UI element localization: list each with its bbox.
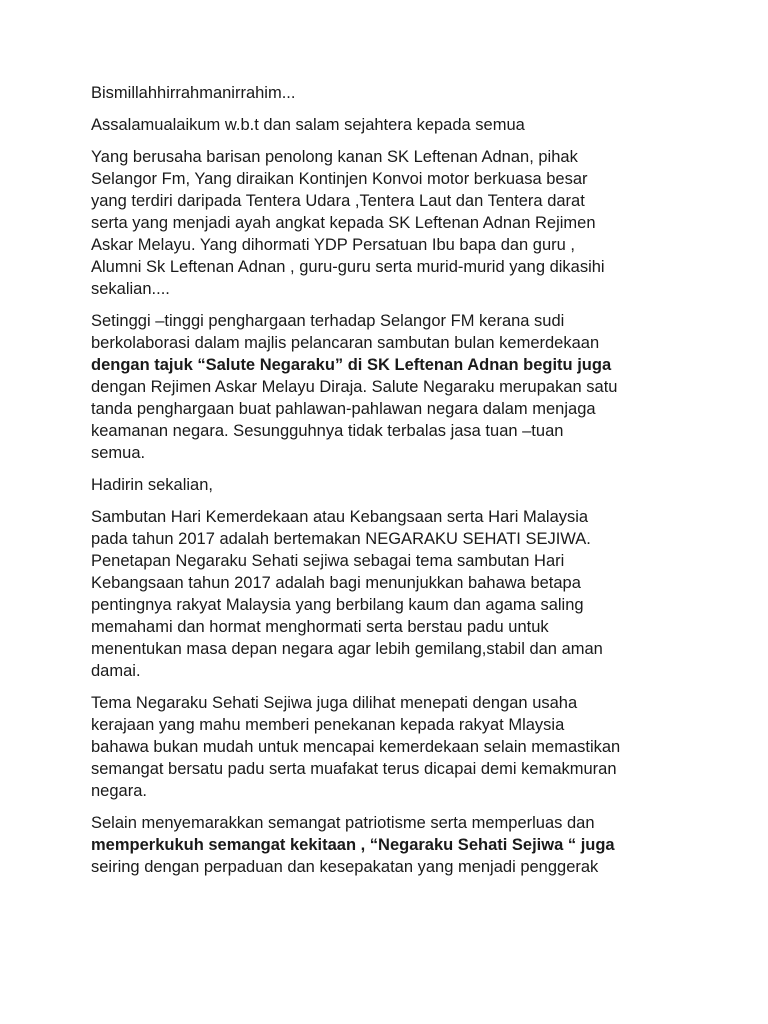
text-line: Assalamualaikum w.b.t dan salam sejahtera kepada semua: [91, 116, 525, 134]
paragraph: [91, 114, 691, 136]
paragraph: [91, 474, 691, 496]
text-line: Yang berusaha barisan penolong kanan SK Leftenan Adnan, pihak: [91, 148, 578, 166]
text-line: sekalian....: [91, 280, 170, 298]
text-line: Selangor Fm, Yang diraikan Kontinjen Konvoi motor berkuasa besar: [91, 170, 588, 188]
text-line: serta yang menjadi ayah angkat kepada SK Leftenan Adnan Rejimen: [91, 214, 596, 232]
paragraph: [91, 82, 691, 104]
text-line: dengan Rejimen Askar Melayu Diraja. Salute Negaraku merupakan satu: [91, 378, 618, 396]
paragraph: [91, 310, 691, 464]
text-line: Penetapan Negaraku Sehati sejiwa sebagai tema sambutan Hari: [91, 552, 565, 570]
text-line: pada tahun 2017 adalah bertemakan NEGARAKU SEHATI SEJIWA.: [91, 530, 591, 548]
text-line: yang terdiri daripada Tentera Udara ,Tentera Laut dan Tentera darat: [91, 192, 585, 210]
text-line: Bismillahhirrahmanirrahim...: [91, 84, 296, 102]
text-line: damai.: [91, 662, 141, 680]
paragraph: [91, 692, 691, 802]
text-line: Tema Negaraku Sehati Sejiwa juga dilihat menepati dengan usaha: [91, 694, 578, 712]
text-line: Setinggi –tinggi penghargaan terhadap Selangor FM kerana sudi: [91, 312, 565, 330]
text-line: berkolaborasi dalam majlis pelancaran sambutan bulan kemerdekaan: [91, 334, 600, 352]
text-line: kerajaan yang mahu memberi penekanan kepada rakyat Mlaysia: [91, 716, 565, 734]
text-line: dengan tajuk “Salute Negaraku” di SK Leftenan Adnan begitu juga: [91, 356, 612, 374]
text-line: Alumni Sk Leftenan Adnan , guru-guru serta murid-murid yang dikasihi: [91, 258, 605, 276]
text-line: seiring dengan perpaduan dan kesepakatan yang menjadi penggerak: [91, 858, 599, 876]
text-line: Sambutan Hari Kemerdekaan atau Kebangsaan serta Hari Malaysia: [91, 508, 589, 526]
document-page: [91, 82, 691, 888]
text-line: semua.: [91, 444, 146, 462]
text-line: Selain menyemarakkan semangat patriotisme serta memperluas dan: [91, 814, 595, 832]
paragraph: [91, 506, 691, 682]
text-line: negara.: [91, 782, 147, 800]
text-line: menentukan masa depan negara agar lebih gemilang,stabil dan aman: [91, 640, 603, 658]
text-line: memperkukuh semangat kekitaan , “Negaraku Sehati Sejiwa “ juga: [91, 836, 615, 854]
text-line: memahami dan hormat menghormati serta berstau padu untuk: [91, 618, 549, 636]
text-line: pentingnya rakyat Malaysia yang berbilang kaum dan agama saling: [91, 596, 584, 614]
text-line: semangat bersatu padu serta muafakat terus dicapai demi kemakmuran: [91, 760, 617, 778]
text-line: Askar Melayu. Yang dihormati YDP Persatuan Ibu bapa dan guru ,: [91, 236, 575, 254]
paragraph: [91, 146, 691, 300]
text-line: Hadirin sekalian,: [91, 476, 213, 494]
paragraph: [91, 812, 691, 878]
text-line: Kebangsaan tahun 2017 adalah bagi menunjukkan bahawa betapa: [91, 574, 581, 592]
text-line: keamanan negara. Sesungguhnya tidak terbalas jasa tuan –tuan: [91, 422, 564, 440]
text-line: bahawa bukan mudah untuk mencapai kemerdekaan selain memastikan: [91, 738, 621, 756]
text-line: tanda penghargaan buat pahlawan-pahlawan negara dalam menjaga: [91, 400, 596, 418]
